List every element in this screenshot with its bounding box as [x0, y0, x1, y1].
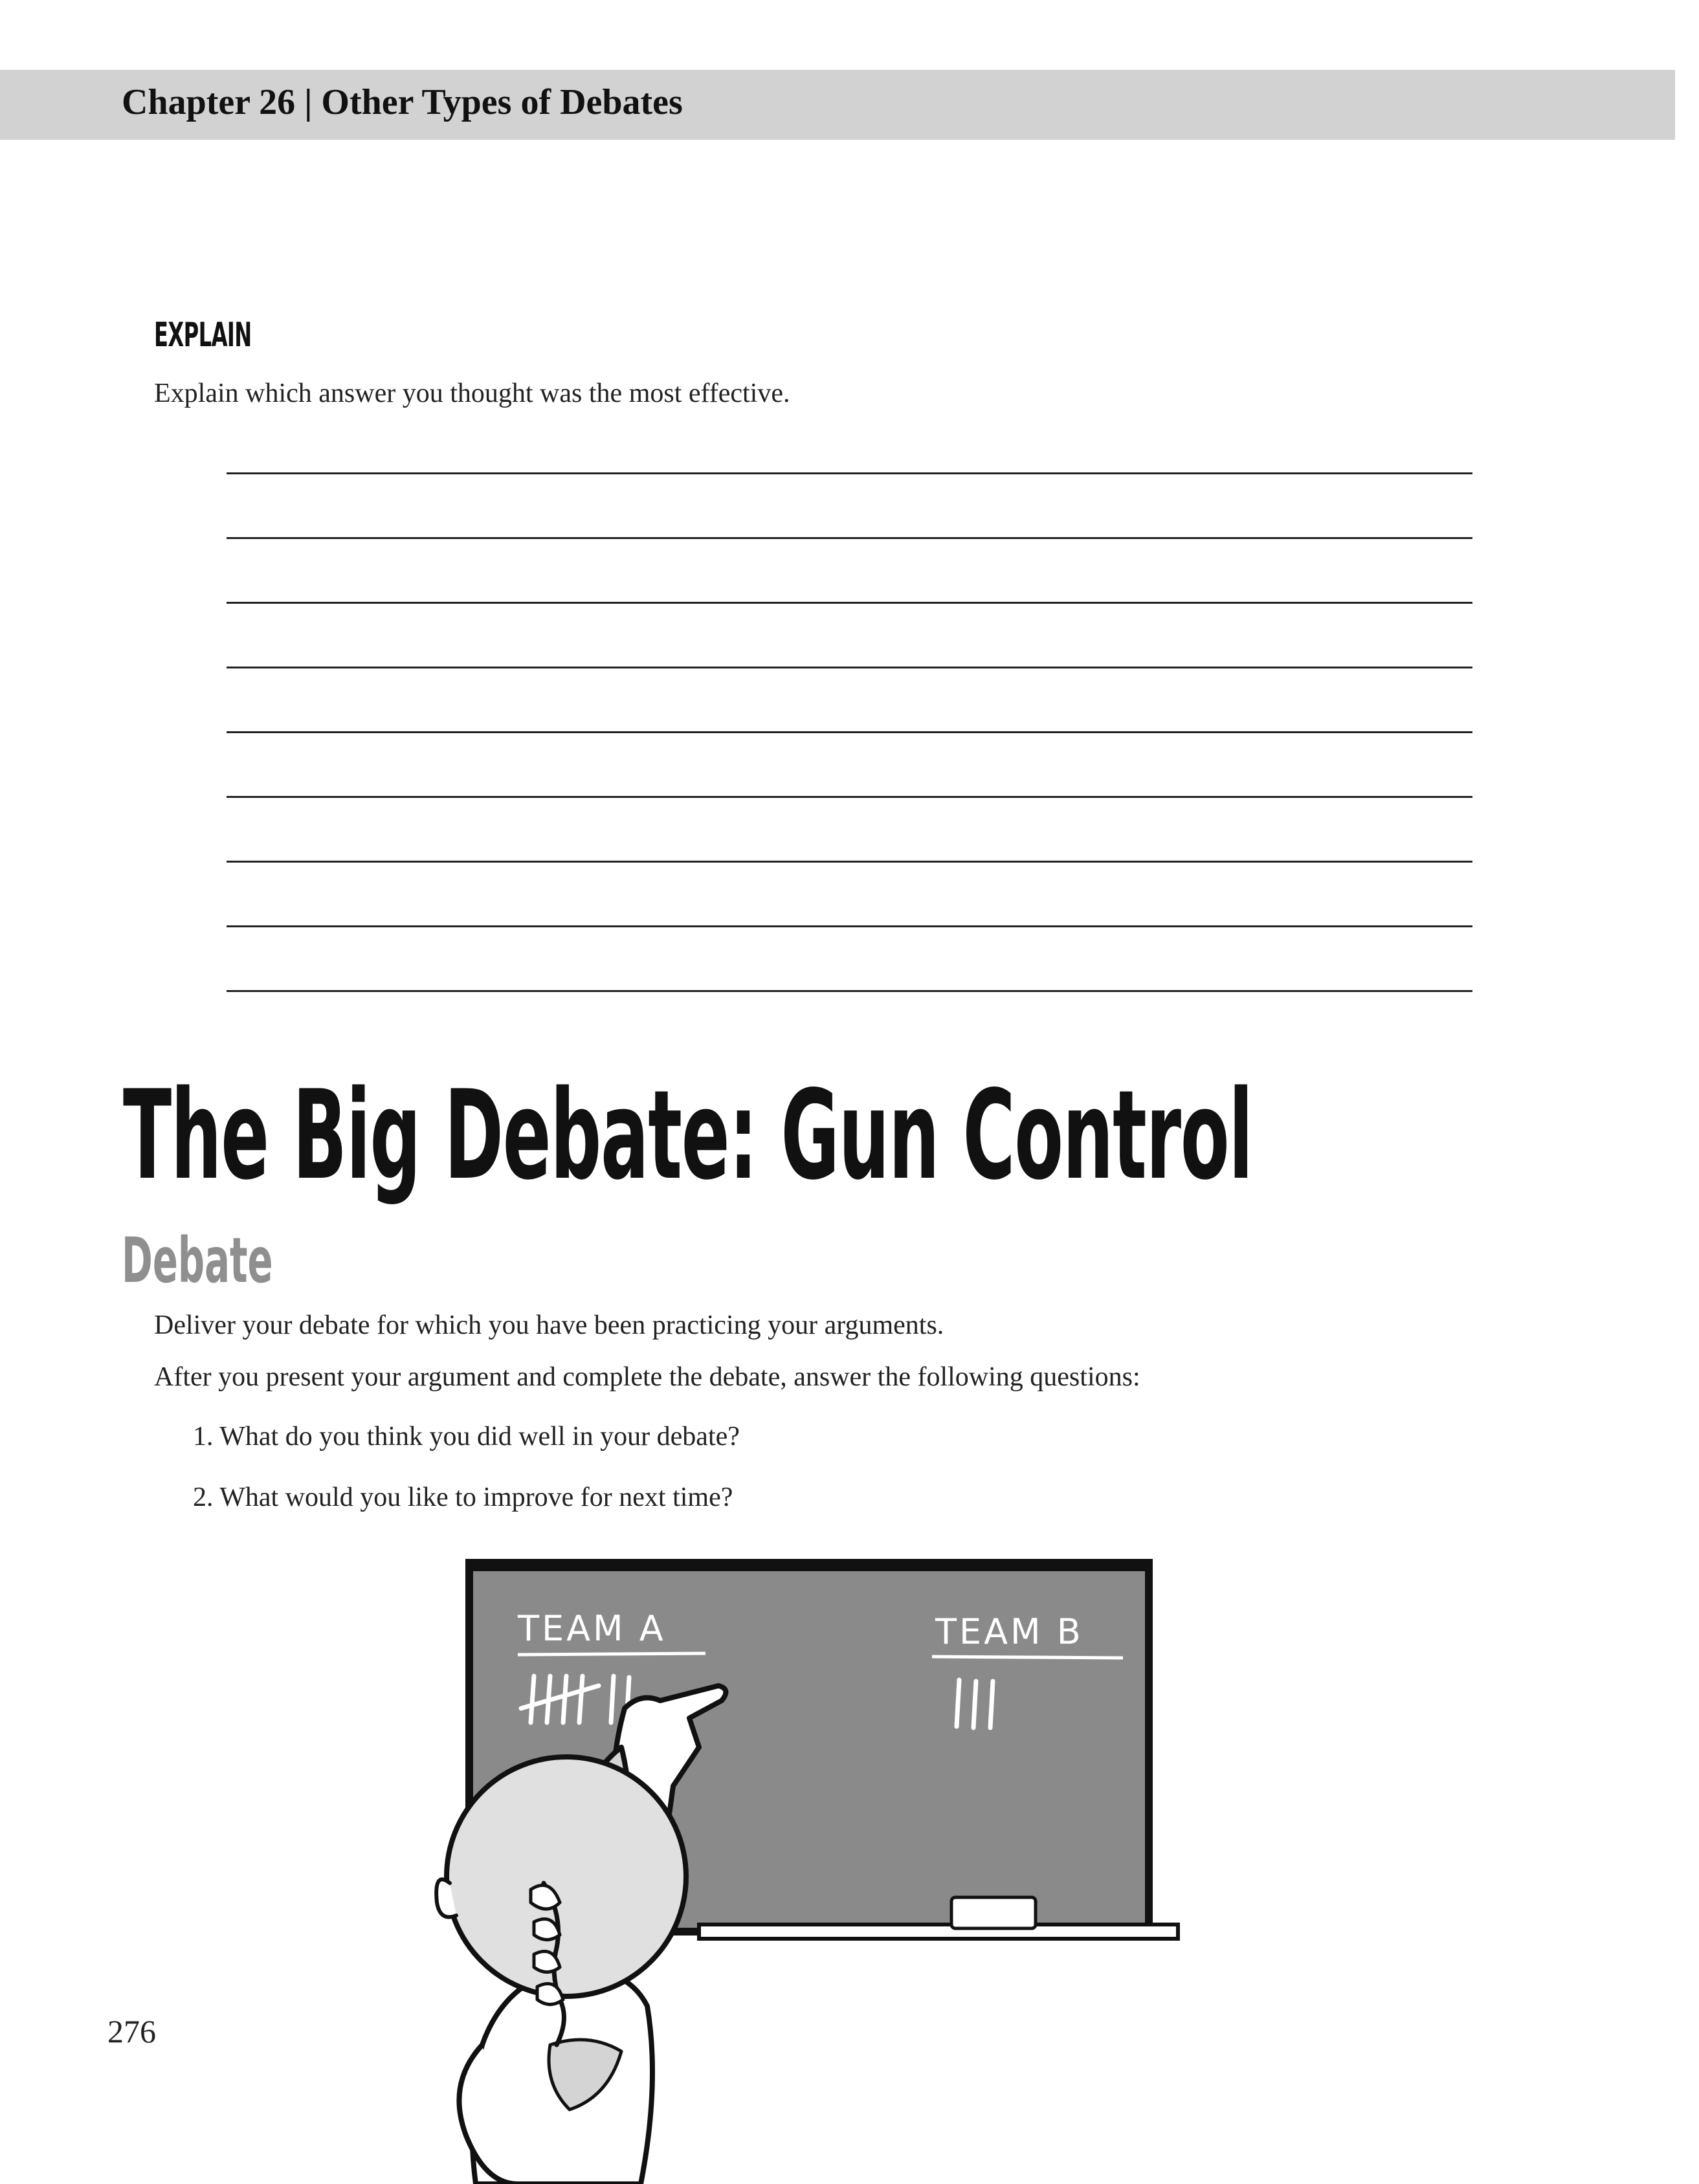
answer-line[interactable] — [227, 731, 1472, 733]
chapter-title: Chapter 26 | Other Types of Debates — [122, 82, 683, 122]
explain-prompt: Explain which answer you thought was the most effective. — [154, 379, 790, 408]
student-head — [447, 1757, 686, 1996]
eraser — [951, 1897, 1036, 1928]
answer-lines[interactable] — [227, 472, 1472, 1003]
answer-line[interactable] — [227, 472, 1472, 474]
answer-line[interactable] — [227, 602, 1472, 604]
answer-line[interactable] — [227, 990, 1472, 992]
instruction-paragraph: After you present your argument and complete the debate, answer the following questions: — [154, 1362, 1140, 1392]
instruction-paragraph: Deliver your debate for which you have been practicing your arguments. — [154, 1310, 944, 1340]
team-a-underline — [518, 1653, 705, 1655]
chalk-tray — [699, 1925, 1178, 1939]
explain-heading-text: EXPLAIN — [154, 316, 252, 355]
team-b-label: TEAM B — [935, 1611, 1083, 1652]
team-a-label: TEAM A — [518, 1608, 666, 1649]
answer-line[interactable] — [227, 537, 1472, 539]
page-number: 276 — [107, 2013, 156, 2049]
explain-heading — [154, 316, 252, 355]
question-item: 2. What would you like to improve for next time? — [193, 1483, 733, 1512]
team-b-underline — [932, 1657, 1123, 1658]
answer-line[interactable] — [227, 925, 1472, 927]
answer-line[interactable] — [227, 861, 1472, 863]
chalkboard-illustration — [337, 1553, 1191, 2184]
question-item: 1. What do you think you did well in your debate? — [193, 1422, 740, 1451]
answer-line[interactable] — [227, 667, 1472, 668]
answer-line[interactable] — [227, 796, 1472, 798]
section-title: The Big Debate: Gun Control — [123, 1064, 1253, 1207]
section-subtitle: Debate — [122, 1224, 273, 1297]
